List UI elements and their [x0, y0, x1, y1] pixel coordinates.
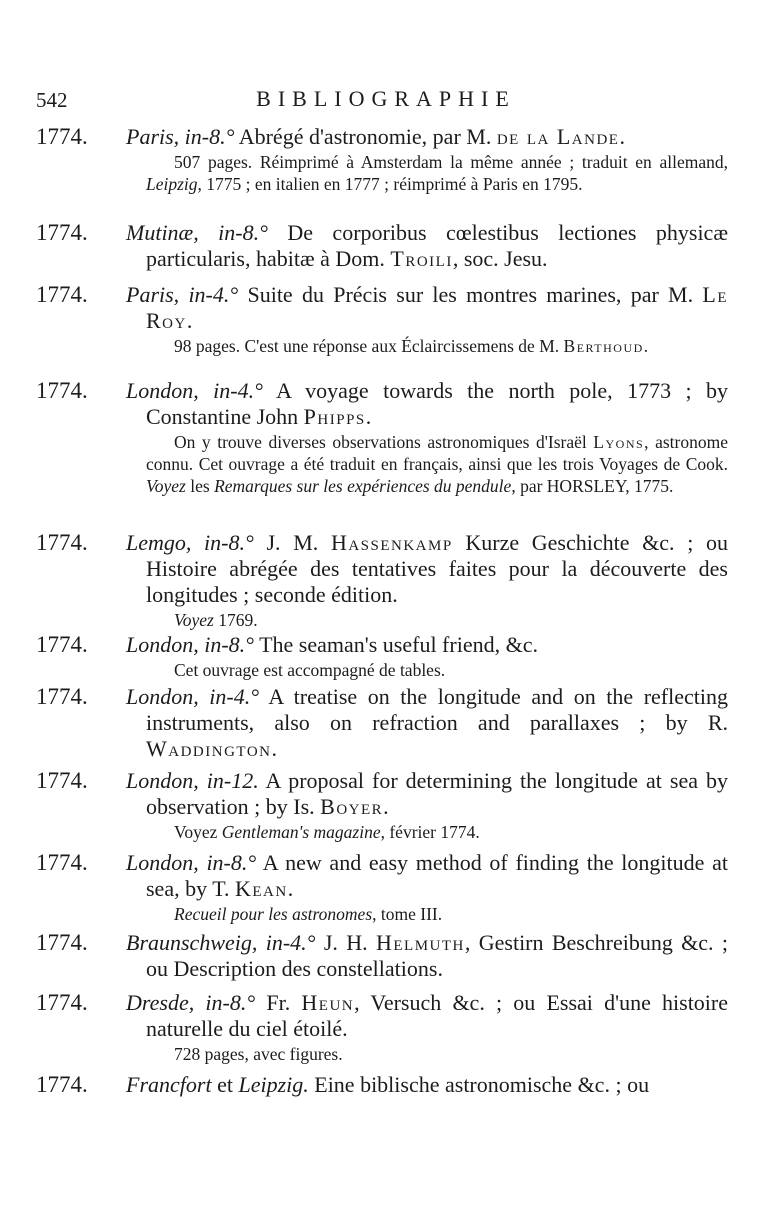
entry-year: 1774.: [36, 850, 88, 875]
entry-author: Troili: [390, 246, 453, 271]
entry-note: 98 pages. C'est une réponse aux Éclaircissemens de M. Berthoud.: [174, 336, 649, 356]
bibliography-entry: 1774. London, in-12. A proposal for determining the longitude at sea by observation ; by Is. Boyer. Voyez Gentleman's magazine, février 1774.: [36, 768, 728, 842]
entry-text: A treatise on the longitude and on the reflecting instruments, also on refraction and parallaxes ; by R.: [146, 684, 728, 735]
entry-author: Le Roy: [146, 282, 729, 333]
entry-text: A new and easy method of finding the longitude at sea, by T.: [146, 850, 728, 901]
entry-text: The seaman's useful friend, &c.: [259, 632, 538, 657]
entry-year: 1774.: [36, 632, 88, 657]
entry-text: De corporibus cœlestibus lectiones physicæ particularis, habitæ à Dom.: [146, 220, 728, 271]
entry-year: 1774.: [36, 220, 88, 245]
entry-text: A voyage towards the north pole, 1773 ; by Constantine John: [146, 378, 728, 429]
bibliography-entry: 1774. Francfort et Leipzig. Eine biblische astronomische &c. ; ou: [36, 1072, 650, 1097]
bibliography-entry: 1774. London, in-8.° A new and easy method of finding the longitude at sea, by T. Kean. Recueil pour les astronomes, tome III.: [36, 850, 728, 924]
bibliography-entry: 1774. Paris, in-8.° Abrégé d'astronomie, par M. de la Lande. 507 pages. Réimprimé à Amsterdam la même année ; traduit en allemand, Leipzig, 1775 ; en italien en 1777 ; réimprimé à Paris en 1795.: [36, 124, 728, 194]
entry-year: 1774.: [36, 684, 88, 709]
entry-place: Lemgo, in-8.°: [126, 530, 254, 555]
entry-author: Hassenkamp: [330, 530, 453, 555]
entry-author: Kean: [235, 876, 288, 901]
entry-place: Paris, in-4.°: [126, 282, 239, 307]
entry-note: Voyez Gentleman's magazine, février 1774.: [174, 822, 480, 842]
entry-place: London, in-4.°: [126, 378, 263, 403]
bibliography-entry: 1774. Braunschweig, in-4.° J. H. Helmuth, Gestirn Beschreibung &c. ; ou Description des constellations.: [36, 930, 729, 981]
entry-author: Boyer: [320, 794, 384, 819]
entry-year: 1774.: [36, 990, 88, 1015]
entry-note: 507 pages. Réimprimé à Amsterdam la même année ; traduit en allemand, Leipzig, 1775 ; en italien en 1777 ; réimprimé à Paris en 1795.: [146, 152, 728, 194]
entry-text: Abrégé d'astronomie, par M.: [238, 124, 492, 149]
entry-year: 1774.: [36, 1072, 88, 1097]
entry-place: London, in-8.°: [126, 850, 257, 875]
entry-text: A proposal for determining the longitude at sea by observation ; by Is.: [146, 768, 728, 819]
entry-place-2: Leipzig.: [238, 1072, 309, 1097]
entry-author: de la Lande: [496, 124, 620, 149]
entry-note: Voyez 1769.: [174, 610, 258, 630]
running-title: BIBLIOGRAPHIE: [256, 86, 516, 111]
entry-place: Mutinæ, in-8.°: [126, 220, 268, 245]
bibliography-entry: [36, 632, 728, 681]
bibliography-entry: 1774. London, in-4.° A treatise on the longitude and on the reflecting instruments, also on refraction and parallaxes ; by R. Waddington.: [36, 684, 728, 761]
entry-note: On y trouve diverses observations astronomiques d'Israël Lyons, astronome connu. Cet ouvrage a été traduit en français, ainsi que les trois Voyages de Cook. Voyez les Remarques sur les expériences du pendule, par HORSLEY, 1775.: [146, 432, 728, 496]
entry-place: London, in-12.: [126, 768, 259, 793]
entry-year: 1774.: [36, 282, 88, 307]
entry-place: Francfort: [126, 1072, 212, 1097]
entry-note: 728 pages, avec figures.: [174, 1044, 343, 1064]
entry-place: London, in-4.°: [126, 684, 260, 709]
entry-note: Recueil pour les astronomes, tome III.: [174, 904, 443, 924]
entry-note: Cet ouvrage est accompagné de tables.: [174, 660, 446, 680]
page-number: 542: [36, 88, 68, 112]
entry-text: et: [217, 1072, 233, 1097]
entry-text: Fr.: [266, 990, 291, 1015]
entry-year: 1774.: [36, 378, 88, 403]
entry-author: Phipps: [303, 404, 366, 429]
entry-text: Suite du Précis sur les montres marines, par M.: [247, 282, 694, 307]
entry-place: London, in-8.°: [126, 632, 254, 657]
entry-year: 1774.: [36, 530, 88, 555]
entry-place: Dresde, in-8.°: [126, 990, 256, 1015]
bibliography-entry: 1774. Mutinæ, in-8.° De corporibus cœlestibus lectiones physicæ particularis, habitæ à Dom. Troili, soc. Jesu.: [36, 220, 728, 271]
bibliography-entry: 1774. Paris, in-4.° Suite du Précis sur les montres marines, par M. Le Roy. 98 pages. C'est une réponse aux Éclaircissemens de M. Berthoud.: [36, 282, 729, 356]
bibliography-entry: 1774. Dresde, in-8.° Fr. Heun, Versuch &c. ; ou Essai d'une histoire naturelle du ciel étoilé. 728 pages, avec figures.: [36, 990, 729, 1064]
entry-author: Helmuth: [376, 930, 465, 955]
entry-place: Paris, in-8.°: [126, 124, 235, 149]
entry-author: Heun: [301, 990, 355, 1015]
entry-year: 1774.: [36, 768, 88, 793]
entry-author: Waddington: [146, 736, 272, 761]
entry-text: J. H.: [323, 930, 368, 955]
entry-place: Braunschweig, in-4.°: [126, 930, 316, 955]
entry-year: 1774.: [36, 124, 88, 149]
bibliography-entry: 1774. London, in-4.° A voyage towards the north pole, 1773 ; by Constantine John Phipps. On y trouve diverses observations astronomiques d'Israël Lyons, astronome connu. Cet ouvrage a été traduit en français, ainsi que les trois Voyages de Cook. Voyez les Remarques sur les expériences du pendule, par HORSLEY, 1775.: [36, 378, 728, 496]
page-header: [36, 84, 736, 114]
entry-year: 1774.: [36, 930, 88, 955]
bibliography-entry: 1774. Lemgo, in-8.° J. M. Hassenkamp Kurze Geschichte &c. ; ou Histoire abrégée des tentatives faites pour la découverte des longitudes ; seconde édition. Voyez 1769.: [36, 530, 729, 630]
entry-text: J. M.: [266, 530, 319, 555]
